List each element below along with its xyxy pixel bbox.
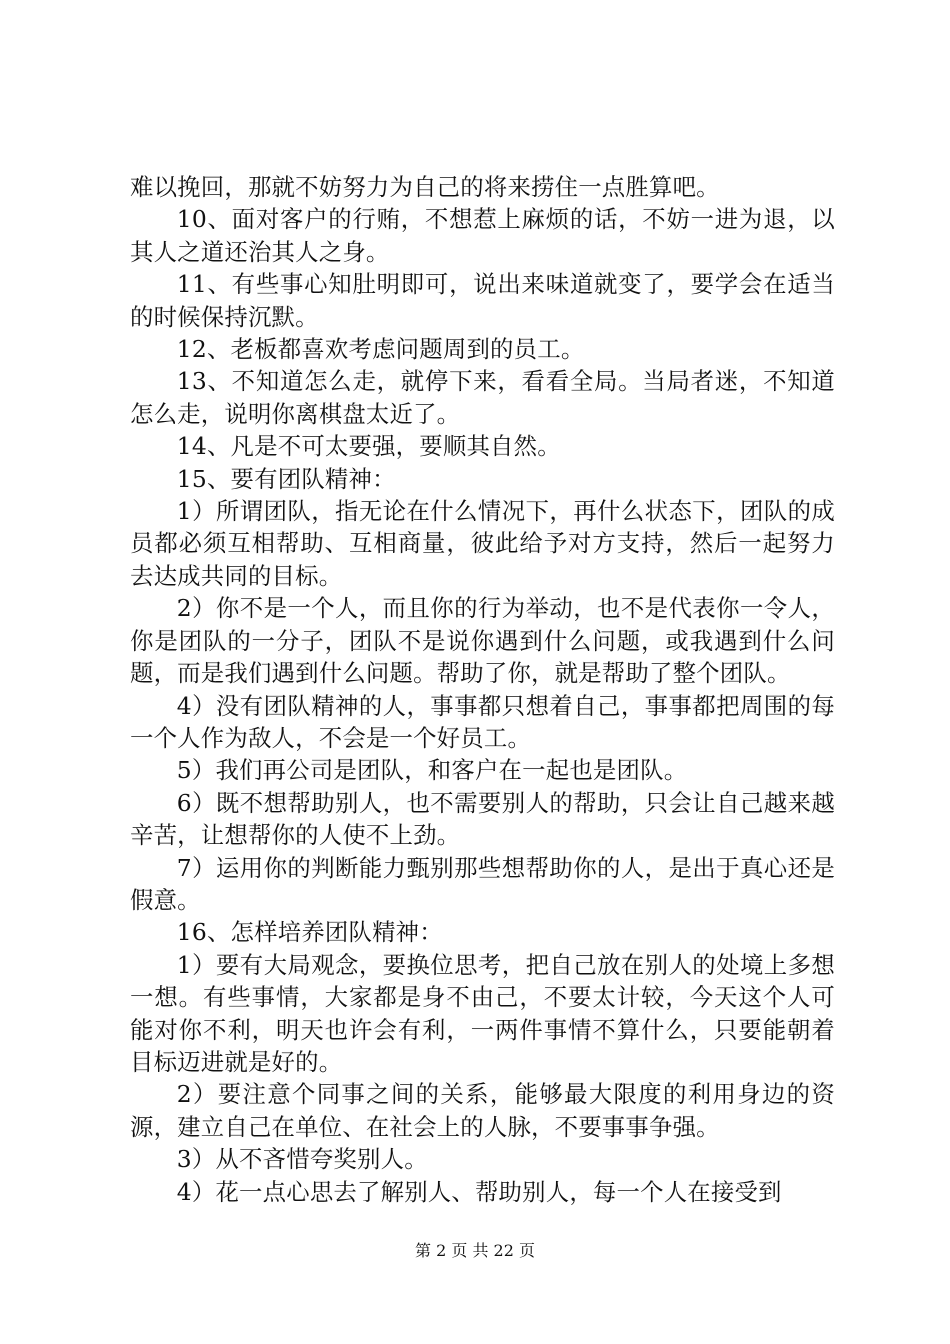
- list-item: 4）没有团队精神的人，事事都只想着自己，事事都把周围的每一个人作为敌人，不会是一个好员工。: [130, 691, 835, 752]
- section-heading: 16、怎样培养团队精神：: [176, 918, 443, 947]
- list-item: 1）所谓团队，指无论在什么情况下，再什么状态下，团队的成员都必须互相帮助、互相商量，彼此给予对方支持，然后一起努力去达成共同的目标。: [130, 497, 835, 590]
- list-item: 1）要有大局观念，要换位思考，把自己放在别人的处境上多想一想。有些事情，大家都是身不由己，不要太计较，今天这个人可能对你不利，明天也许会有利，一两件事情不算什么，只要能朝着目标迈进就是好的。: [130, 950, 835, 1076]
- paragraph: 10、面对客户的行贿，不想惹上麻烦的话，不妨一进为退，以其人之道还治其人之身。: [130, 205, 835, 266]
- list-item: 5）我们再公司是团队，和客户在一起也是团队。: [176, 756, 688, 785]
- list-item: 4）花一点心思去了解别人、帮助别人，每一个人在接受到: [176, 1177, 782, 1206]
- list-item: 6）既不想帮助别人，也不需要别人的帮助，只会让自己越来越辛苦，让想帮你的人使不上劲。: [130, 788, 835, 850]
- page-footer: [0, 1240, 950, 1262]
- list-item: 2）你不是一个人，而且你的行为举动，也不是代表你一令人，你是团队的一分子，团队不是说你遇到什么问题，或我遇到什么问题，而是我们遇到什么问题。帮助了你，就是帮助了整个团队。: [130, 594, 835, 688]
- list-item: 3）从不吝惜夸奖别人。: [176, 1145, 428, 1174]
- list-item: 2）要注意个同事之间的关系，能够最大限度的利用身边的资源，建立自己在单位、在社会上的人脉，不要事事争强。: [130, 1080, 835, 1141]
- paragraph: 11、有些事心知肚明即可，说出来味道就变了，要学会在适当的时候保持沉默。: [130, 270, 835, 331]
- section-heading: 15、要有团队精神：: [176, 464, 396, 493]
- paragraph: 13、不知道怎么走，就停下来，看看全局。当局者迷，不知道怎么走，说明你离棋盘太近了。: [130, 367, 835, 428]
- paragraph: 12、老板都喜欢考虑问题周到的员工。: [176, 335, 585, 364]
- document-body: [130, 171, 835, 1208]
- page-number-label: 第 2 页 共 22 页: [415, 1241, 535, 1260]
- list-item: 7）运用你的判断能力甄别那些想帮助你的人，是出于真心还是假意。: [130, 853, 835, 914]
- paragraph: 14、凡是不可太要强，要顺其自然。: [176, 432, 561, 461]
- paragraph: 难以挽回，那就不妨努力为自己的将来捞住一点胜算吧。: [130, 173, 720, 201]
